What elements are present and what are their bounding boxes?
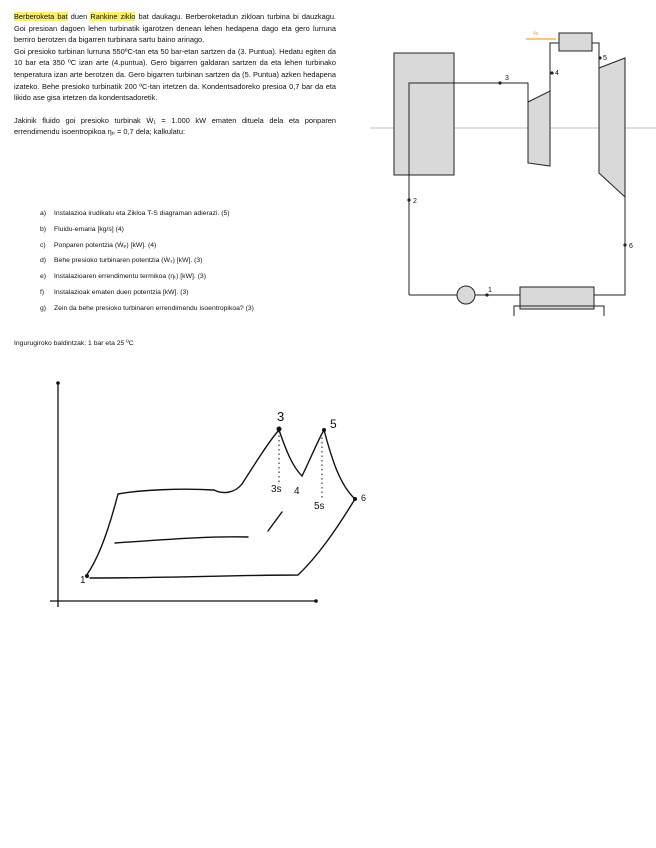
- question-letter: c): [40, 241, 46, 249]
- inner-line: [115, 537, 248, 543]
- ts-label-1: 1: [80, 575, 86, 586]
- label-3: 3: [505, 75, 509, 82]
- pipe-hp-reheater: [550, 43, 559, 91]
- label-4: 4: [555, 70, 559, 77]
- question-letter: e): [40, 273, 47, 281]
- boiler: [394, 53, 454, 175]
- lp-turbine: [599, 58, 625, 197]
- p1-text-b: bat daukagu. Berberoketadun zikloan turbina bi dauzkagu. Goi presioan dagoen lehen turbinatik igarotzen denean lehen hedapena dago eta gero lurruna berriro berotzen da bigarren turbinara sartu baino arinago.: [14, 12, 336, 45]
- ts-label-5: 5: [330, 417, 337, 431]
- question-text: Fluidu-emaria [kg/s] (4): [54, 225, 124, 233]
- pump: [457, 286, 475, 304]
- question-text: Instalazioa irudikatu eta Zikloa T-S diagraman adierazi. (5): [54, 210, 230, 217]
- ts-label-3s: 3s: [271, 484, 282, 495]
- ts-label-5s: 5s: [314, 501, 325, 512]
- question-letter: b): [40, 225, 47, 233]
- label-5: 5: [603, 55, 607, 62]
- ts-labels: [80, 409, 366, 586]
- question-text: Zein da behe presioko turbinaren errendimendu isoentropikoa? (3): [54, 304, 254, 312]
- pipe-lp-condenser: [594, 197, 625, 295]
- paragraph-2: Goi presioko turbinan lurruna 550ºC-tan eta 50 bar-etan sartzen da (3. Puntua). Hedatu egiten da 10 bar eta 350 ºC izan arte (4.puntua). Gero bigarren galdaran sartzen da eta lehen turbinako tenperatura izan arte berotzen da. Gero bigarren turbinan sartzen da (5. Puntua) azken hedapena izateko. Behe presioko turbinatik 200 ºC-tan irtetzen da. Kondentsadoreko presioa 0,7 bar da eta likido ase gisa irtetzen da kondentsadoretik.: [14, 46, 336, 103]
- heating-curve: [86, 430, 279, 576]
- s-axis-tip: [314, 599, 318, 603]
- question-letter: f): [40, 288, 45, 296]
- reheater: [559, 33, 592, 51]
- point-5-dot: [322, 428, 326, 432]
- label-1: 1: [488, 287, 492, 294]
- ambient-conditions: Ingurugiroko baldintzak: 1 bar eta 25 ºC: [14, 340, 134, 347]
- question-text: Behe presioko turbinaren potentzia (Ẇ₂) [kW]. (3): [54, 257, 203, 265]
- reheat-curve: [279, 430, 324, 476]
- paragraph-3: Jakinik fluido goi presioko turbinak Ẇ₁ = 1.000 kW ematen dituela dela eta ponparen errendimendu isoentropikoa ηₚ = 0,7 dela; kalkulatu:: [14, 115, 336, 137]
- ts-isentropic-lines: [279, 431, 322, 500]
- hp-turbine: [528, 91, 550, 166]
- question-text: Instalazioak ematen duen potentzia [kW]. (3): [54, 288, 189, 296]
- question-text: Ponparen potentzia (Ẇₚ) [kW]. (4): [54, 241, 157, 249]
- orange-annotation: 4s: [533, 31, 539, 37]
- label-6: 6: [629, 243, 633, 250]
- point-1-dot: [85, 574, 89, 578]
- question-letter: d): [40, 257, 47, 265]
- question-text: Instalazioaren errendimentu termikoa (ηₜ) [kW]. (3): [54, 273, 206, 281]
- label-2: 2: [413, 198, 417, 205]
- highlight-berberoketa: Berberoketa bat: [14, 12, 68, 21]
- question-letter: g): [40, 304, 47, 312]
- lp-expansion: [324, 430, 355, 499]
- ts-label-6: 6: [361, 493, 367, 503]
- point-3-dot: [277, 427, 282, 432]
- point-6-dot: [353, 497, 357, 501]
- question-letter: a): [40, 210, 47, 217]
- short-stroke: [268, 512, 282, 531]
- ts-label-3: 3: [277, 409, 285, 424]
- p1-text-a: duen: [67, 12, 91, 21]
- t-axis-tip: [56, 381, 60, 385]
- pipe-reheater-lp: [592, 43, 599, 68]
- ts-label-4: 4: [294, 486, 300, 497]
- highlight-rankine: Rankine ziklo: [90, 12, 136, 21]
